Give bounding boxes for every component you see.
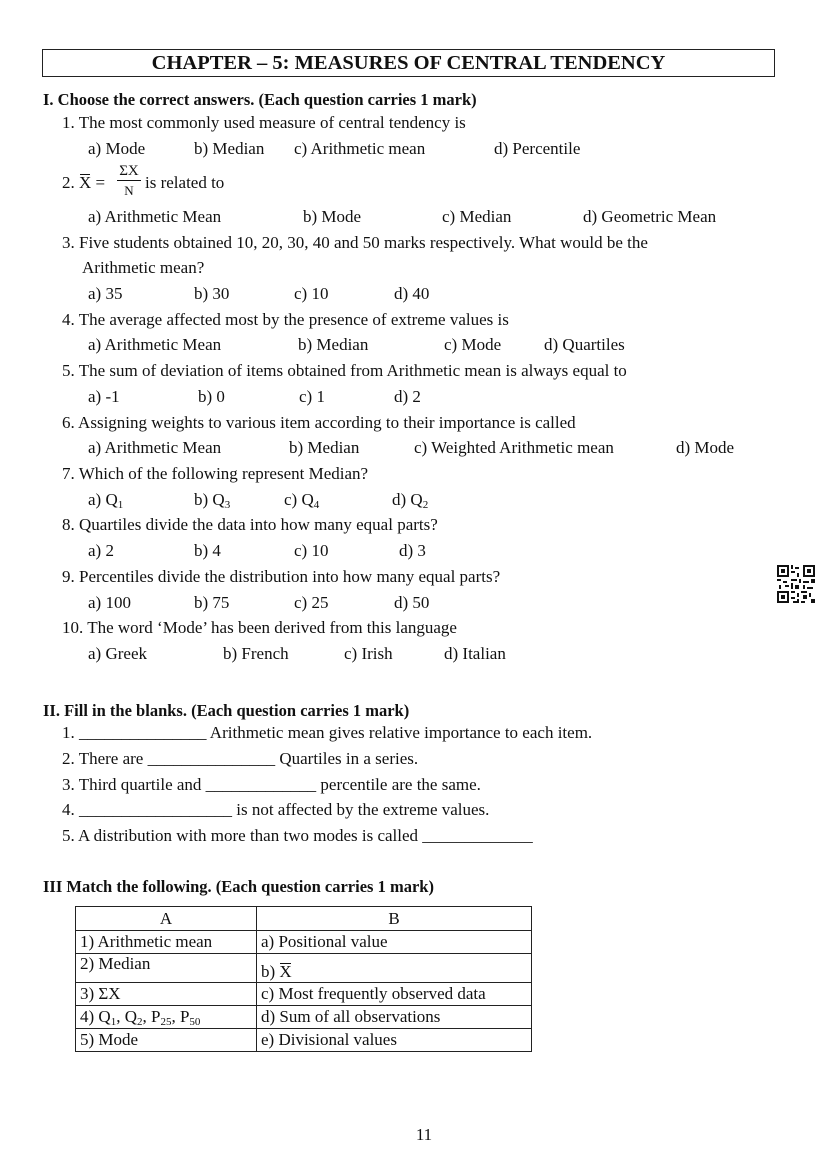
option: c) 1: [299, 387, 325, 406]
subscript: 1: [117, 499, 124, 511]
fraction-denominator: N: [124, 183, 134, 198]
fill-blank-3: 3. Third quartile and _____________ percentile are the same.: [62, 775, 481, 794]
option: b) Mode: [303, 207, 362, 226]
table-row: [76, 931, 532, 954]
option: d) Quartiles: [544, 335, 625, 354]
subscript: 3: [224, 499, 231, 511]
option-label: b) Q: [194, 490, 225, 509]
option: c) 10: [294, 284, 329, 303]
fill-blank-2: 2. There are _______________ Quartiles in a series.: [62, 749, 419, 768]
option: b) Median: [194, 139, 265, 158]
subscript: 4: [313, 499, 320, 511]
table-cell: 1) Arithmetic mean: [76, 931, 257, 954]
table-cell: c) Most frequently observed data: [257, 983, 532, 1006]
option: d) Geometric Mean: [583, 207, 717, 226]
option: d) Italian: [444, 644, 506, 663]
option: [88, 490, 123, 510]
option-label: a) Q: [88, 490, 118, 509]
question-2: [62, 173, 105, 193]
cell-text: , P: [142, 1007, 161, 1026]
subscript: 25: [160, 1016, 172, 1028]
column-b-header: B: [257, 907, 532, 931]
question-4: 4. The average affected most by the presence of extreme values is: [62, 310, 509, 329]
cell-prefix: b): [261, 962, 280, 981]
table-row: [76, 983, 532, 1006]
option: c) 10: [294, 541, 329, 560]
subscript: 2: [136, 1016, 143, 1028]
option: b) 75: [194, 593, 230, 612]
x-bar-symbol: X: [279, 962, 292, 981]
option-label: d) Q: [392, 490, 423, 509]
option: a) Arithmetic Mean: [88, 335, 222, 354]
option: c) Irish: [344, 644, 393, 663]
option: [284, 490, 319, 510]
qr-code-icon: [776, 564, 816, 604]
question-10: 10. The word ‘Mode’ has been derived from this language: [62, 618, 457, 637]
option: d) 40: [394, 284, 430, 303]
option: a) -1: [88, 387, 120, 406]
option: d) 3: [399, 541, 426, 560]
question-3-continued: Arithmetic mean?: [82, 258, 205, 277]
subscript: 50: [189, 1016, 201, 1028]
question-5: 5. The sum of deviation of items obtained from Arithmetic mean is always equal to: [62, 361, 627, 380]
option: b) French: [223, 644, 289, 663]
option: b) 4: [194, 541, 221, 560]
question-7: 7. Which of the following represent Median?: [62, 464, 369, 483]
option: c) Mode: [444, 335, 502, 354]
option: a) 100: [88, 593, 131, 612]
cell-text: , Q: [116, 1007, 137, 1026]
option: c) Arithmetic mean: [294, 139, 426, 158]
subscript: 2: [422, 499, 429, 511]
table-cell: d) Sum of all observations: [257, 1006, 532, 1029]
column-a-header: A: [76, 907, 257, 931]
option: a) 35: [88, 284, 123, 303]
table-row: [76, 954, 532, 983]
question-1: 1. The most commonly used measure of central tendency is: [62, 113, 466, 132]
table-cell: e) Divisional values: [257, 1029, 532, 1052]
option-label: c) Q: [284, 490, 314, 509]
fraction-numerator: ΣX: [117, 162, 141, 181]
section-3-heading: III Match the following. (Each question carries 1 mark): [43, 877, 434, 896]
option: a) Greek: [88, 644, 147, 663]
question-8: 8. Quartiles divide the data into how many equal parts?: [62, 515, 438, 534]
option: a) Mode: [88, 139, 146, 158]
page-number: 11: [415, 1125, 433, 1144]
question-number: 2.: [62, 173, 79, 192]
option: b) Median: [289, 438, 360, 457]
x-bar-symbol: X: [79, 173, 92, 192]
option: a) Arithmetic Mean: [88, 438, 222, 457]
option: b) 0: [198, 387, 225, 406]
fraction: [117, 162, 141, 198]
option: d) 50: [394, 593, 430, 612]
section-1-heading: I. Choose the correct answers. (Each question carries 1 mark): [43, 90, 477, 109]
chapter-title: CHAPTER – 5: MEASURES OF CENTRAL TENDENCY: [42, 49, 775, 77]
option: [392, 490, 428, 510]
option: b) 30: [194, 284, 230, 303]
question-3: 3. Five students obtained 10, 20, 30, 40 and 50 marks respectively. What would be the: [62, 233, 648, 252]
fill-blank-4: 4. __________________ is not affected by the extreme values.: [62, 800, 490, 819]
option: a) 2: [88, 541, 114, 560]
fill-blank-5: 5. A distribution with more than two modes is called _____________: [62, 826, 533, 845]
subscript: 1: [110, 1016, 117, 1028]
section-2-heading: II. Fill in the blanks. (Each question carries 1 mark): [43, 701, 410, 720]
equals-sign: =: [91, 173, 106, 192]
question-9: 9. Percentiles divide the distribution into how many equal parts?: [62, 567, 501, 586]
table-cell: 2) Median: [76, 954, 257, 983]
table-cell: 5) Mode: [76, 1029, 257, 1052]
option: d) Mode: [676, 438, 735, 457]
option: d) Percentile: [494, 139, 581, 158]
cell-text: , P: [171, 1007, 190, 1026]
table-cell: a) Positional value: [257, 931, 532, 954]
option: c) 25: [294, 593, 329, 612]
option: b) Median: [298, 335, 369, 354]
option: a) Arithmetic Mean: [88, 207, 222, 226]
table-header-row: [76, 907, 532, 931]
option: c) Median: [442, 207, 512, 226]
match-table: [75, 906, 532, 1052]
table-row: [76, 1006, 532, 1029]
option: [194, 490, 230, 510]
question-6: 6. Assigning weights to various item according to their importance is called: [62, 413, 576, 432]
table-cell: [257, 954, 532, 983]
question-2-suffix: is related to: [145, 173, 225, 192]
table-cell: 3) ΣX: [76, 983, 257, 1006]
fill-blank-1: 1. _______________ Arithmetic mean gives relative importance to each item.: [62, 723, 593, 742]
table-row: [76, 1029, 532, 1052]
option: d) 2: [394, 387, 421, 406]
option: c) Weighted Arithmetic mean: [414, 438, 614, 457]
table-cell: [76, 1006, 257, 1029]
cell-text: 4) Q: [80, 1007, 111, 1026]
